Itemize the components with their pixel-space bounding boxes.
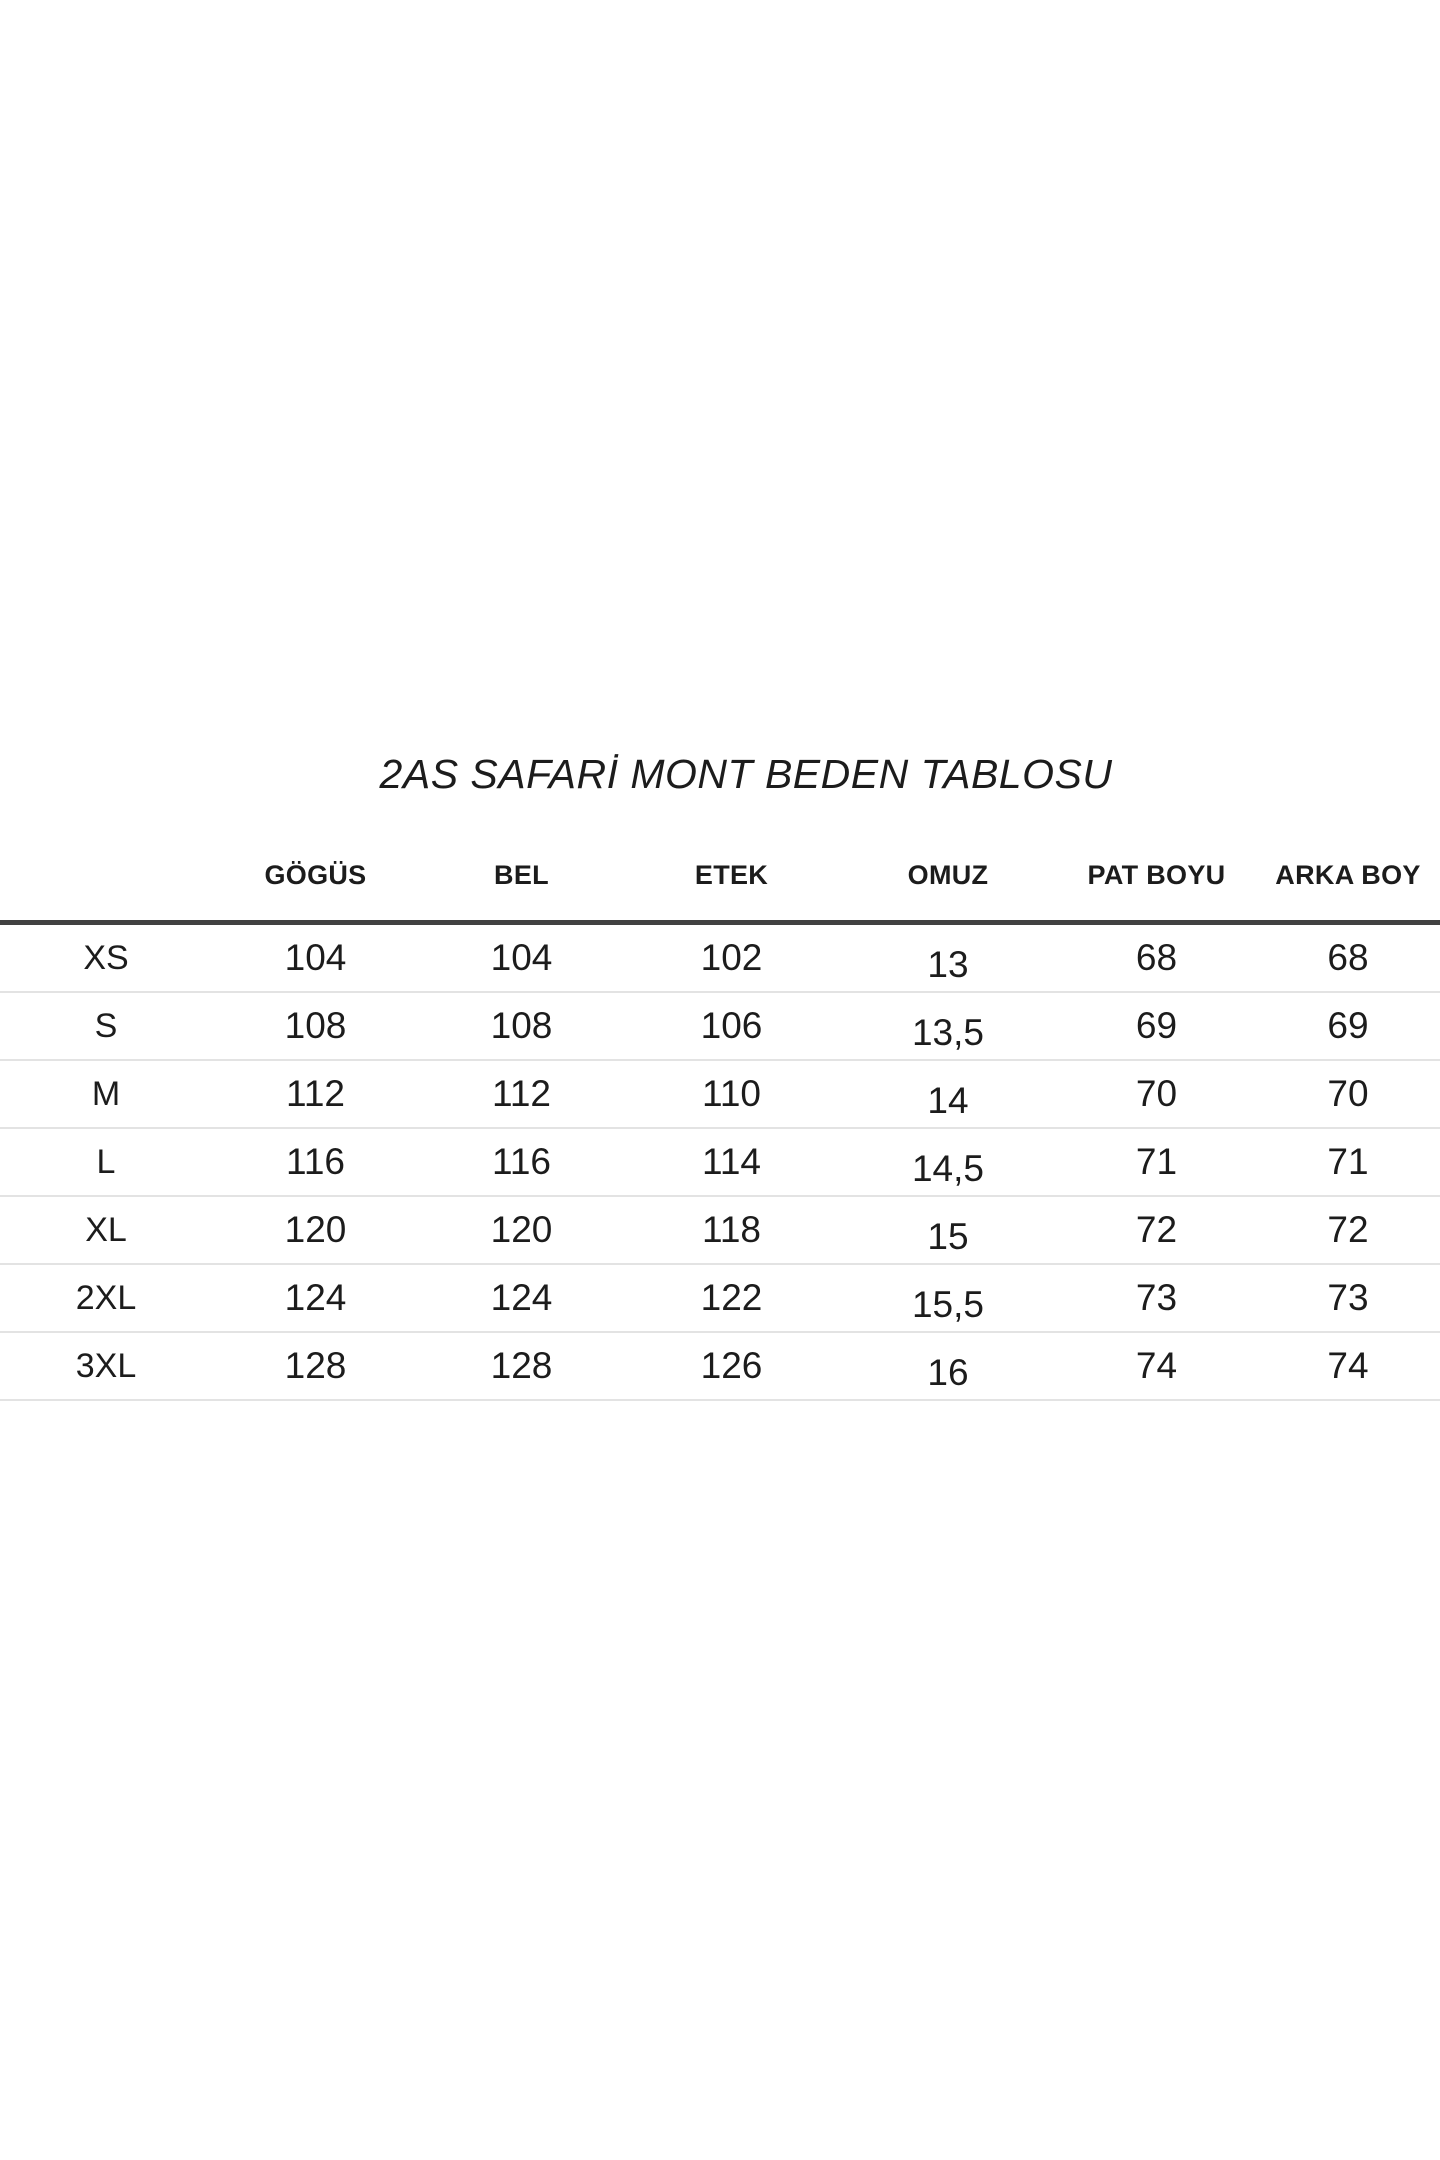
column-header-etek: ETEK: [624, 830, 839, 923]
table-row-3xl: [0, 1332, 1440, 1400]
value-cell: [839, 923, 1057, 993]
value-cell: 108: [212, 992, 419, 1060]
value-cell: 126: [624, 1332, 839, 1400]
value-text: 16: [927, 1352, 969, 1393]
value-text: 13,5: [911, 1012, 984, 1053]
value-cell: 73: [1256, 1264, 1440, 1332]
value-text: 13: [927, 944, 969, 985]
size-cell: 2XL: [0, 1264, 212, 1332]
value-cell: [839, 1128, 1057, 1196]
value-cell: [839, 1264, 1057, 1332]
size-cell: M: [0, 1060, 212, 1128]
value-text: 14: [927, 1080, 969, 1121]
column-header-size: [0, 830, 212, 923]
value-cell: 73: [1057, 1264, 1256, 1332]
value-cell: 120: [212, 1196, 419, 1264]
value-cell: [839, 1332, 1057, 1400]
table-row-xl: [0, 1196, 1440, 1264]
value-cell: [839, 992, 1057, 1060]
value-cell: 120: [419, 1196, 624, 1264]
table-row-2xl: [0, 1264, 1440, 1332]
value-text: 15: [927, 1216, 969, 1257]
value-cell: 116: [212, 1128, 419, 1196]
value-cell: 128: [419, 1332, 624, 1400]
table-row-s: [0, 992, 1440, 1060]
value-cell: 74: [1057, 1332, 1256, 1400]
value-cell: 106: [624, 992, 839, 1060]
table-row-m: [0, 1060, 1440, 1128]
value-cell: [839, 1196, 1057, 1264]
value-cell: 70: [1256, 1060, 1440, 1128]
value-cell: 69: [1057, 992, 1256, 1060]
value-cell: 112: [212, 1060, 419, 1128]
size-cell: L: [0, 1128, 212, 1196]
value-cell: 104: [212, 923, 419, 993]
table-header-row: [0, 830, 1440, 923]
column-header-omuz: OMUZ: [839, 830, 1057, 923]
value-cell: 118: [624, 1196, 839, 1264]
value-cell: 71: [1057, 1128, 1256, 1196]
value-cell: 74: [1256, 1332, 1440, 1400]
value-cell: 102: [624, 923, 839, 993]
table-row-xs: [0, 923, 1440, 993]
size-cell: S: [0, 992, 212, 1060]
value-cell: 110: [624, 1060, 839, 1128]
size-cell: XS: [0, 923, 212, 993]
value-cell: [839, 1060, 1057, 1128]
value-cell: 116: [419, 1128, 624, 1196]
value-cell: 70: [1057, 1060, 1256, 1128]
size-cell: 3XL: [0, 1332, 212, 1400]
value-cell: 68: [1057, 923, 1256, 993]
column-header-pat-boyu: PAT BOYU: [1057, 830, 1256, 923]
value-cell: 114: [624, 1128, 839, 1196]
value-cell: 124: [212, 1264, 419, 1332]
column-header-gogus: GÖGÜS: [212, 830, 419, 923]
value-cell: 72: [1256, 1196, 1440, 1264]
page-title: 2AS SAFARİ MONT BEDEN TABLOSU: [379, 751, 1113, 797]
table-row-l: [0, 1128, 1440, 1196]
size-chart-table: [0, 830, 1440, 1401]
value-cell: 128: [212, 1332, 419, 1400]
value-cell: 122: [624, 1264, 839, 1332]
value-text: 15,5: [911, 1284, 984, 1325]
value-cell: 72: [1057, 1196, 1256, 1264]
value-cell: 112: [419, 1060, 624, 1128]
value-cell: 71: [1256, 1128, 1440, 1196]
value-cell: 104: [419, 923, 624, 993]
size-cell: XL: [0, 1196, 212, 1264]
value-cell: 124: [419, 1264, 624, 1332]
value-text: 14,5: [911, 1148, 984, 1189]
column-header-bel: BEL: [419, 830, 624, 923]
value-cell: 69: [1256, 992, 1440, 1060]
value-cell: 68: [1256, 923, 1440, 993]
column-header-arka-boy: ARKA BOY: [1256, 830, 1440, 923]
value-cell: 108: [419, 992, 624, 1060]
